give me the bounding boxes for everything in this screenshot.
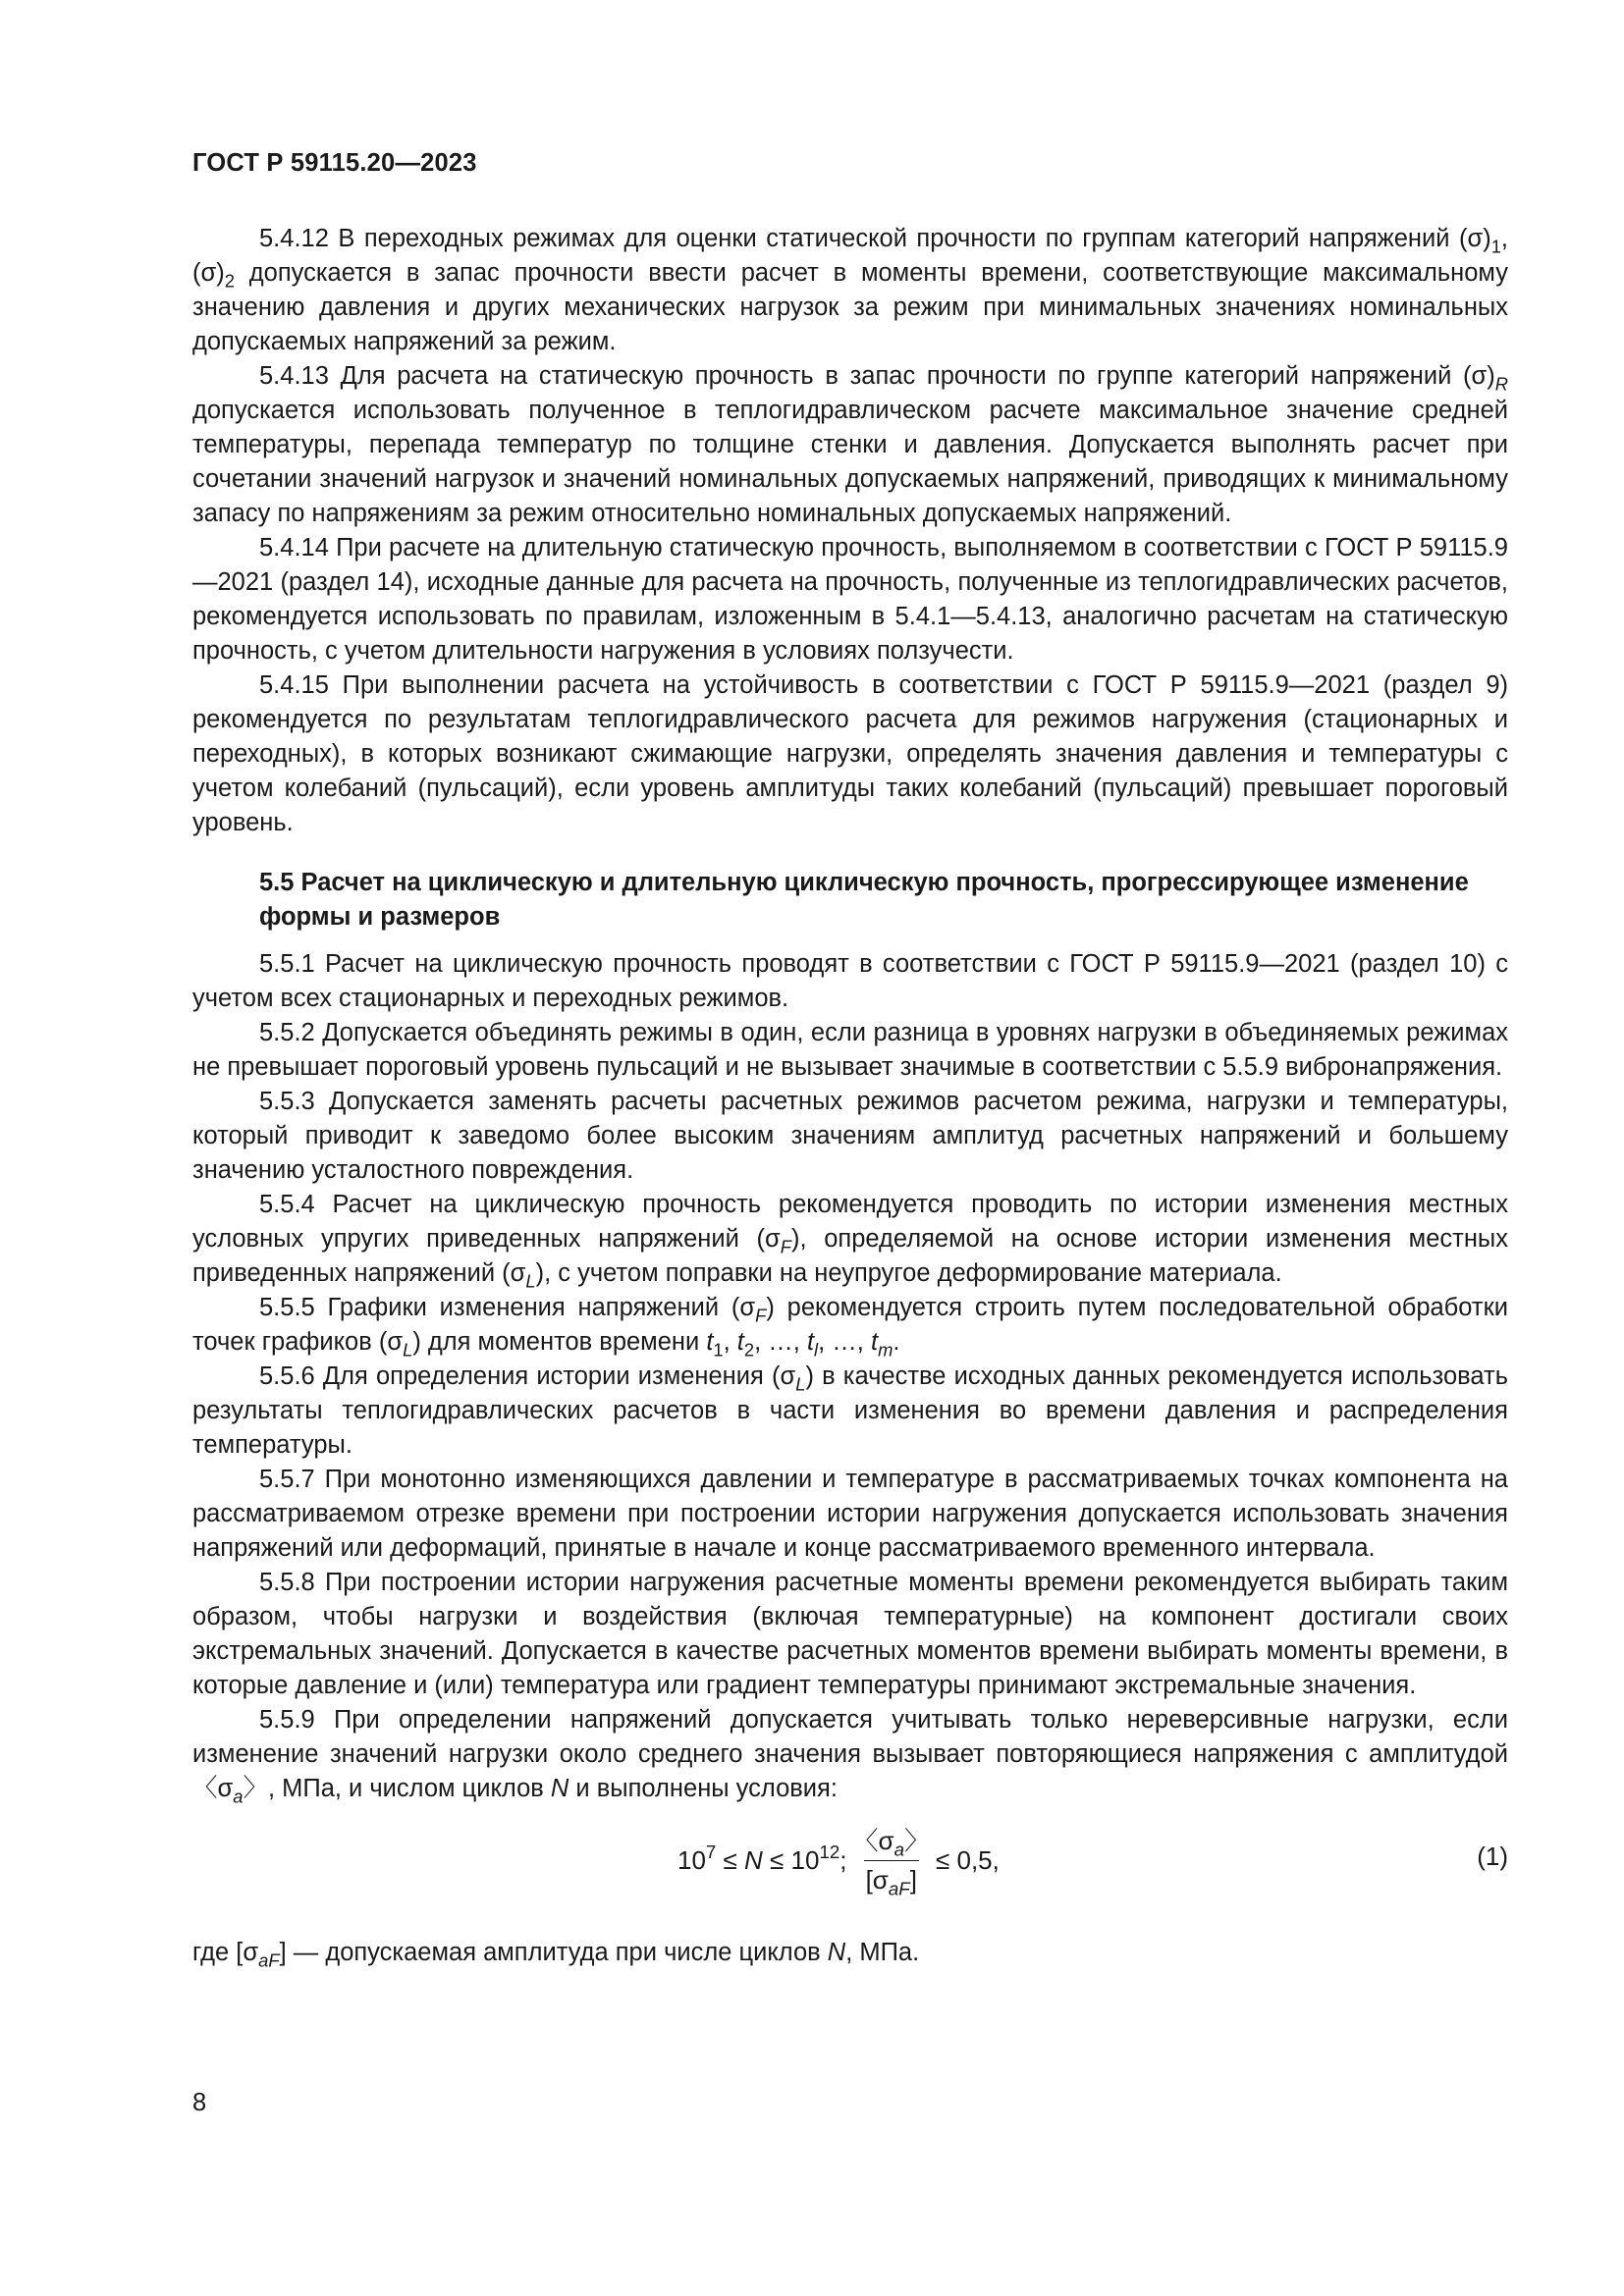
paragraph-5-5-4: 5.5.4 Расчет на циклическую прочность рекомендуется проводить по истории изменения местных условных упругих приведенных напряжений $(\sigma_F)$, определяемой на основе истории изменения местных приведенных напряжений $(\sigma_L)$, с учетом поправки на неупругое деформирование материала. xyxy=(192,1191,1508,1292)
formula-left: $10^7 \le N \le 10^{12}$; xyxy=(677,1841,847,1875)
paragraph-5-4-13: 5.4.13 Для расчета на статическую прочность в запас прочности по группе категорий напряжений $(\sigma)_R$ допускается использовать полученное в теплогидравлическом расчете максимальное значение средней температуры, перепада температур по толщине стенки и давления. Допускается выполнять расчет при сочетании значений нагрузок и значений номинальных допускаемых напряжений, приводящих к минимальному запасу по напряжениям за режим относительно номинальных допускаемых напряжений. xyxy=(192,362,1508,527)
paragraph-5-5-3: 5.5.3 Допускается заменять расчеты расчетных режимов расчетом режима, нагрузки и температуры, который приводит к заведомо более высоким значениям амплитуд расчетных напряжений и большему значению усталостного повреждения. xyxy=(192,1088,1508,1184)
paragraph-5-5-8: 5.5.8 При построении истории нагружения расчетные моменты времени рекомендуется выбирать таким образом, чтобы нагрузки и воздействия (включая температурные) на компонент достигали своих экстремальных значений. Допускается в качестве расчетных моментов времени выбирать моменты времени, в которые давление и (или) температура или градиент температуры принимают экстремальные значения. xyxy=(192,1569,1508,1699)
formula-expression xyxy=(677,1824,1000,1897)
paragraph-5-5-1: 5.5.1 Расчет на циклическую прочность проводят в соответствии с ГОСТ Р 59115.9—2021 (раздел 10) с учетом всех стационарных и переходных режимов. xyxy=(192,950,1508,1012)
paragraph-5-5-5: 5.5.5 Графики изменения напряжений $(\sigma_F)$ рекомендуется строить путем последовательной обработки точек графиков $(\sigma_L)$ для моментов времени $t_1$, $t_2$, …, $t_l$, …, $t_m$. xyxy=(192,1294,1508,1361)
formula-number: (1) xyxy=(1477,1842,1508,1871)
formula-numerator: 〈$\sigma_a$〉 xyxy=(852,1826,930,1860)
paragraph-5-4-12: 5.4.12 В переходных режимах для оценки статической прочности по группам категорий напряжений $(\sigma)_1$, $(\sigma)_2$ допускается в запас прочности ввести расчет в моменты времени, соответствующие максимальному значению давления и других механических нагрузок за режим при минимальных значениях номинальных допускаемых напряжений за режим. xyxy=(192,225,1508,355)
document-header: ГОСТ Р 59115.20—2023 xyxy=(192,149,477,177)
formula-fraction xyxy=(851,1824,932,1897)
paragraph-5-5-6: 5.5.6 Для определения истории изменения $(\sigma_L)$ в качестве исходных данных рекомендуется использовать результаты теплогидравлических расчетов в части изменения во времени давления и распределения температуры. xyxy=(192,1362,1508,1459)
paragraph-5-4-15: 5.4.15 При выполнении расчета на устойчивость в соответствии с ГОСТ Р 59115.9—2021 (раздел 9) рекомендуется по результатам теплогидравлического расчета для режимов нагружения (стационарных и переходных), в которых возникают сжимающие нагрузки, определять значения давления и температуры с учетом колебаний (пульсаций), если уровень амплитуды таких колебаний (пульсаций) превышает пороговый уровень. xyxy=(192,671,1508,836)
document-body xyxy=(192,222,1508,1970)
formula-denominator: $[\sigma_{aF}]$ xyxy=(864,1860,919,1897)
paragraph-5-5-7: 5.5.7 При монотонно изменяющихся давлении и температуре в рассматриваемых точках компонента на рассматриваемом отрезке времени при построении истории нагружения допускается использовать значения напряжений или деформаций, принятые в начале и конце рассматриваемого временного интервала. xyxy=(192,1466,1508,1562)
formula-explanation: где $[\sigma_{aF}]$ — допускаемая амплитуда при числе циклов N, МПа. xyxy=(192,1939,920,1971)
formula-1 xyxy=(192,1818,1508,1899)
paragraph-5-4-14: 5.4.14 При расчете на длительную статическую прочность, выполняемом в соответствии с ГОСТ Р 59115.9—2021 (раздел 14), исходные данные для расчета на прочность, полученные из теплогидравлических расчетов, рекомендуется использовать по правилам, изложенным в 5.4.1—5.4.13, аналогично расчетам на статическую прочность, с учетом длительности нагружения в условиях ползучести. xyxy=(192,534,1508,665)
formula-right: ≤ 0,5, xyxy=(936,1845,1000,1875)
paragraph-5-5-9: 5.5.9 При определении напряжений допускается учитывать только нереверсивные нагрузки, если изменение значений нагрузки около среднего значения вызывает повторяющиеся напряжения с амплитудой 〈$\sigma_a$〉, МПа, и числом циклов N и выполнены условия: xyxy=(192,1706,1508,1807)
section-heading-5-5: 5.5 Расчет на циклическую и длительную циклическую прочность, прогрессирующее изменение формы и размеров xyxy=(259,869,1469,931)
paragraph-5-5-2: 5.5.2 Допускается объединять режимы в один, если разница в уровнях нагрузки в объединяемых режимах не превышает пороговый уровень пульсаций и не вызывает значимые в соответствии с 5.5.9 вибронапряжения. xyxy=(192,1019,1508,1081)
page-number: 8 xyxy=(192,2089,207,2116)
